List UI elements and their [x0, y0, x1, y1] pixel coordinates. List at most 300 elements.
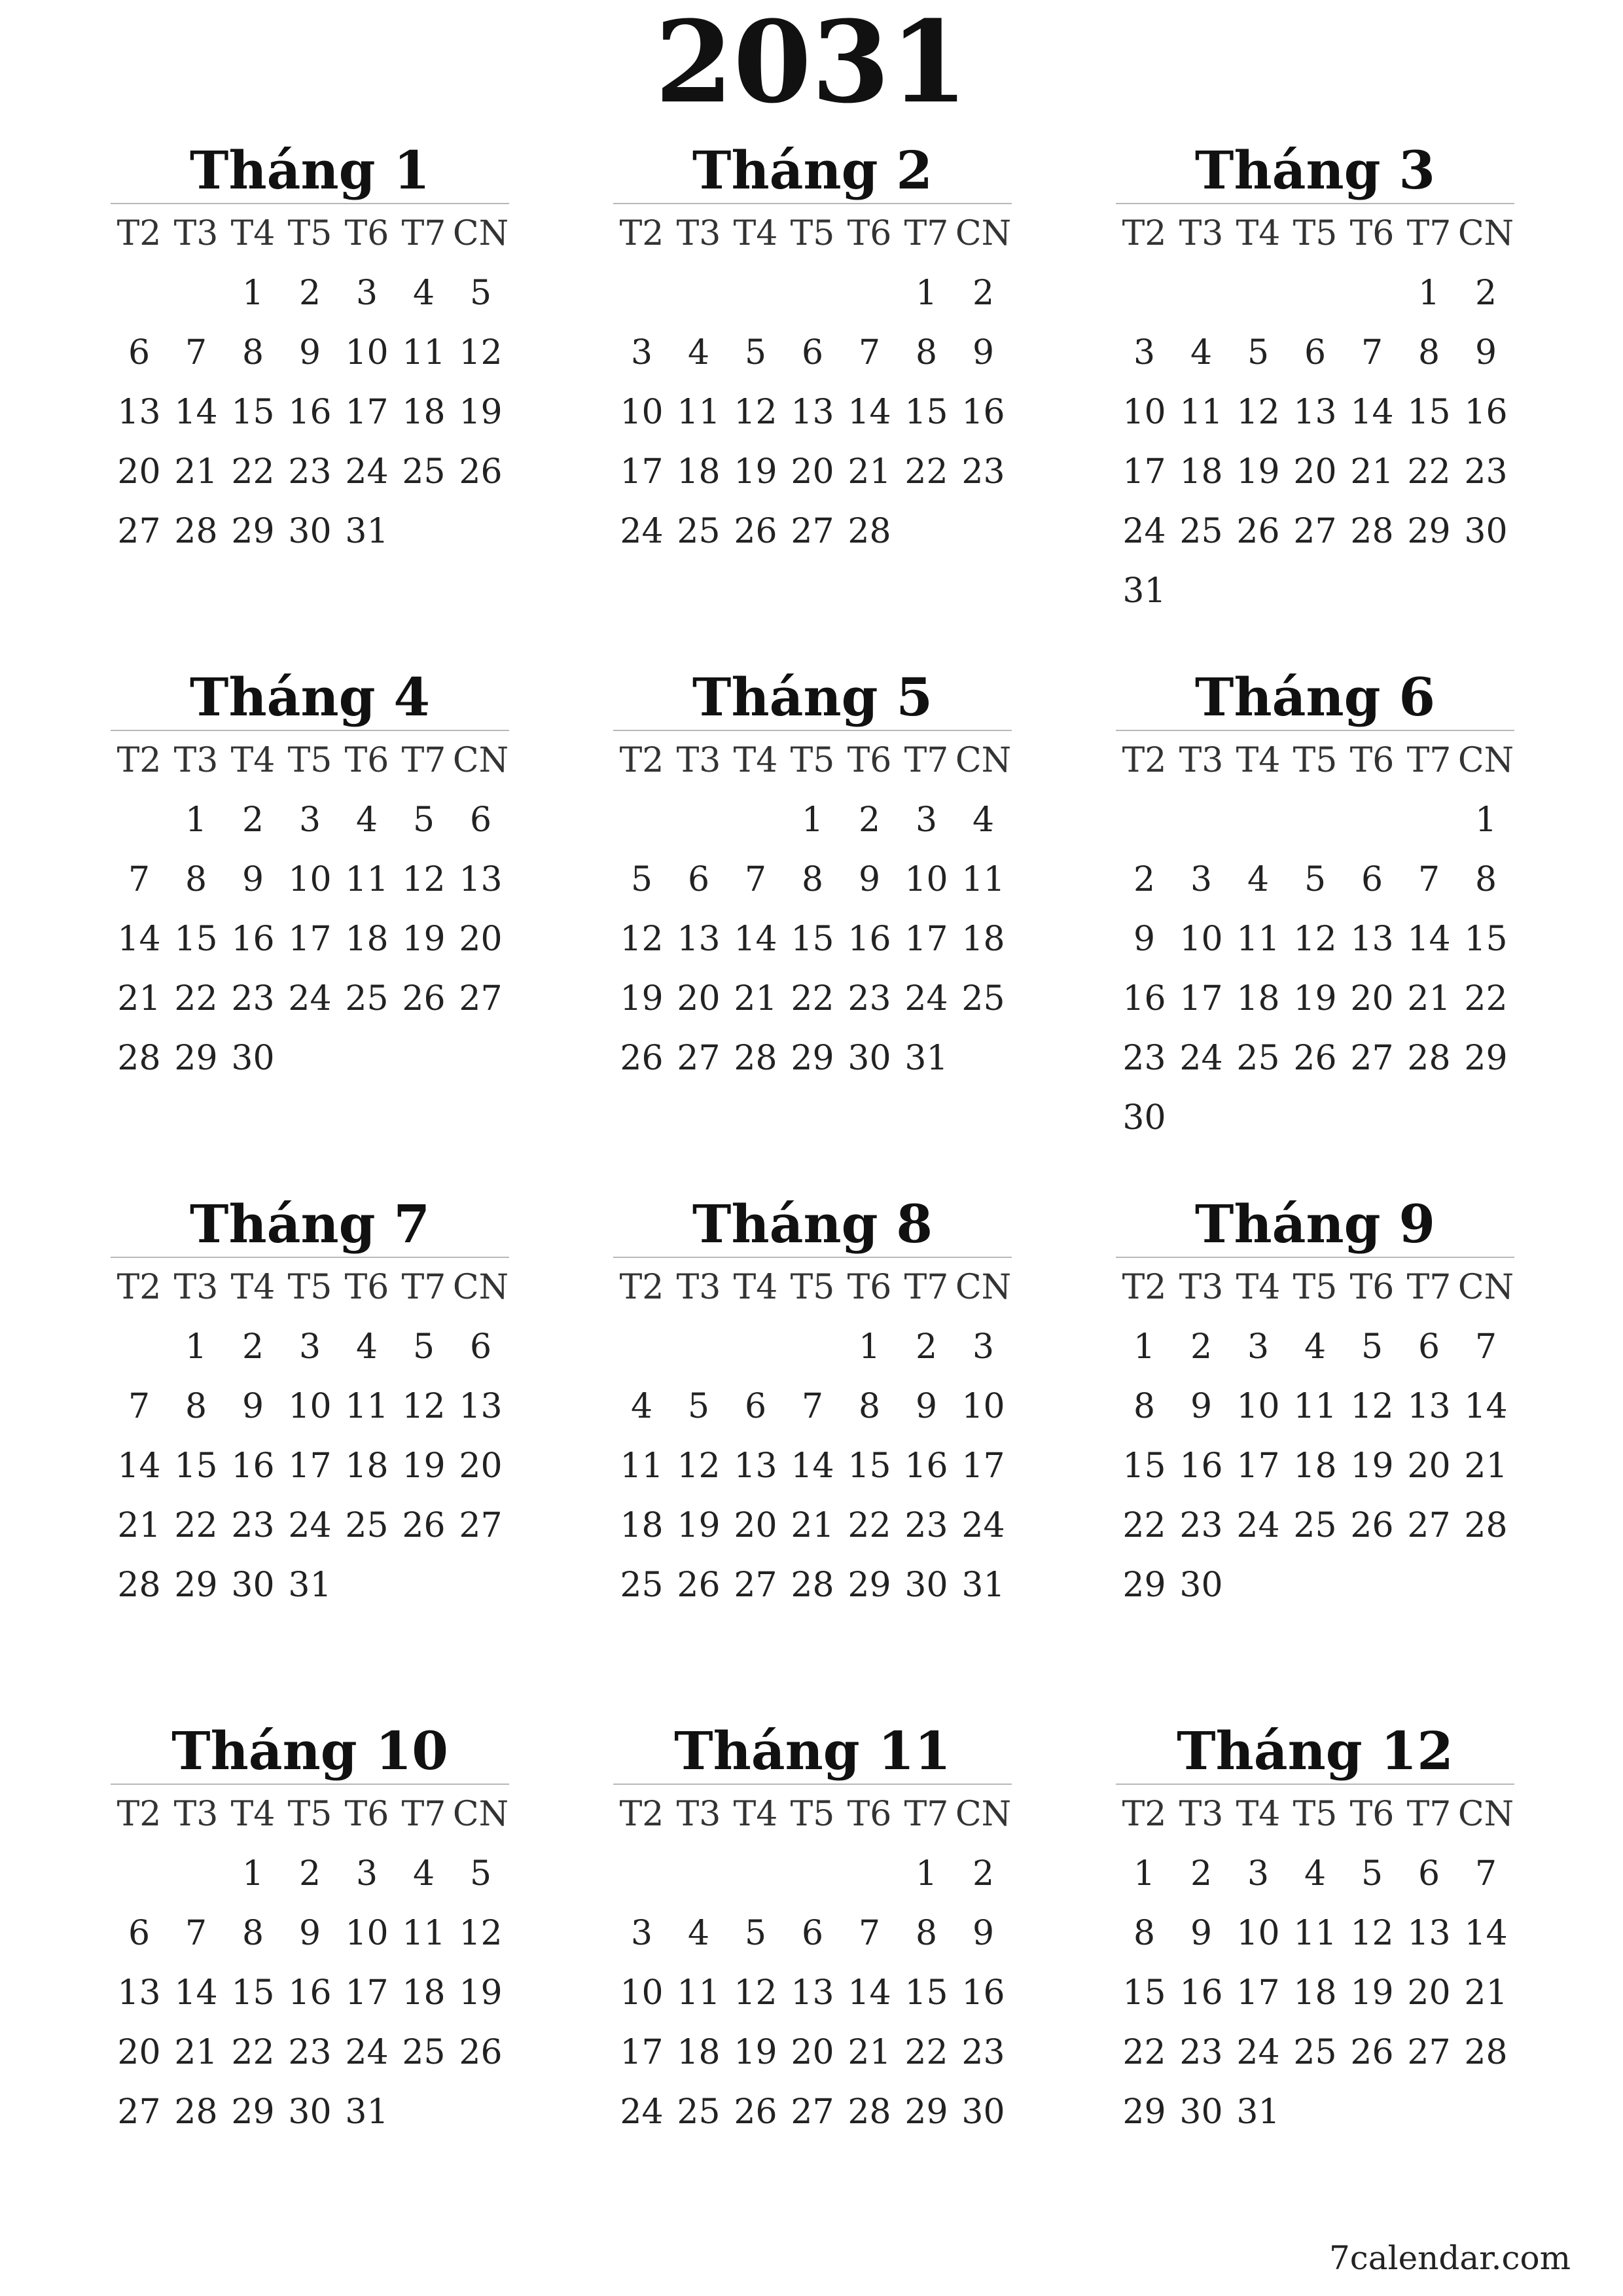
weekday-label: T6	[1349, 1268, 1395, 1307]
day-cell: 9	[241, 860, 264, 899]
week-row	[1116, 323, 1514, 383]
day-cell: 29	[847, 1566, 891, 1605]
day-cell: 12	[1236, 393, 1280, 432]
day-cell: 27	[677, 1039, 721, 1078]
day-cell: 21	[174, 452, 218, 492]
day-cell: 28	[1464, 1506, 1508, 1545]
weekday-label: T5	[790, 741, 835, 780]
day-cell: 28	[1407, 1039, 1451, 1078]
day-cell: 8	[915, 1914, 938, 1953]
day-cell: 11	[1293, 1914, 1337, 1953]
month-title: Tháng 5	[613, 664, 1012, 731]
day-cell: 29	[1122, 2092, 1166, 2132]
day-cell: 28	[117, 1566, 161, 1605]
day-cell: 17	[1236, 1446, 1280, 1486]
day-cell: 19	[1236, 452, 1280, 492]
day-cell: 22	[791, 979, 834, 1018]
day-cell: 31	[1236, 2092, 1280, 2132]
weekday-label: T4	[1236, 1268, 1281, 1307]
day-cell: 7	[744, 860, 767, 899]
day-cell: 28	[1464, 2033, 1508, 2072]
day-cell: 20	[1350, 979, 1394, 1018]
day-cell: 10	[620, 393, 664, 432]
day-cell: 9	[1474, 333, 1497, 372]
month-title: Tháng 9	[1116, 1191, 1514, 1258]
day-cell: 6	[801, 333, 824, 372]
day-cell: 7	[128, 1387, 151, 1426]
day-cell: 18	[1293, 1446, 1337, 1486]
day-cell: 10	[288, 1387, 332, 1426]
week-row	[111, 1556, 509, 1615]
day-cell: 18	[402, 1973, 446, 2013]
weekday-label: T2	[619, 1795, 664, 1834]
weekday-header-row	[111, 731, 509, 791]
day-cell: 2	[915, 1327, 938, 1367]
day-cell: 26	[1236, 512, 1280, 551]
day-cell: 12	[1293, 920, 1337, 959]
day-cell: 24	[904, 979, 948, 1018]
day-cell	[1457, 562, 1514, 621]
weekday-label: T2	[619, 741, 664, 780]
day-cell: 2	[241, 800, 264, 840]
day-cell	[111, 1844, 168, 1904]
weekday-label: T3	[1179, 741, 1224, 780]
day-cell: 28	[174, 2092, 218, 2132]
day-cell: 26	[402, 1506, 446, 1545]
week-row	[613, 2083, 1012, 2142]
day-cell: 18	[961, 920, 1005, 959]
day-cell: 20	[1407, 1446, 1451, 1486]
day-cell: 18	[677, 2033, 721, 2072]
week-row	[613, 969, 1012, 1029]
day-cell: 25	[402, 452, 446, 492]
weekday-label: T7	[1406, 1268, 1452, 1307]
day-cell: 8	[241, 333, 264, 372]
month-block	[111, 664, 509, 1168]
weekday-label: T3	[676, 741, 721, 780]
day-cell: 20	[791, 2033, 834, 2072]
day-cell: 30	[231, 1566, 275, 1605]
day-cell	[1230, 1556, 1287, 1615]
day-cell	[1344, 562, 1400, 621]
day-cell: 15	[231, 1973, 275, 2013]
week-row	[111, 969, 509, 1029]
weekday-label: T2	[116, 214, 162, 253]
day-cell: 3	[355, 274, 378, 313]
weekday-label: CN	[1457, 1795, 1514, 1834]
day-cell: 20	[1407, 1973, 1451, 2013]
weekday-label: CN	[1457, 214, 1514, 253]
week-row	[111, 2023, 509, 2083]
weekday-label: T7	[904, 214, 949, 253]
day-cell: 8	[1133, 1387, 1156, 1426]
day-cell: 5	[1361, 1327, 1383, 1367]
day-cell	[670, 1844, 727, 1904]
day-cell: 10	[345, 333, 389, 372]
week-row	[111, 1318, 509, 1377]
day-cell: 14	[117, 920, 161, 959]
day-cell: 3	[298, 1327, 321, 1367]
day-cell: 25	[1179, 512, 1223, 551]
day-cell: 23	[1464, 452, 1508, 492]
day-cell: 17	[1179, 979, 1223, 1018]
day-cell: 18	[620, 1506, 664, 1545]
day-cell: 13	[791, 393, 834, 432]
day-cell: 24	[1236, 2033, 1280, 2072]
day-cell: 4	[1247, 860, 1270, 899]
day-cell: 13	[459, 860, 503, 899]
weekday-label: T4	[230, 1268, 276, 1307]
day-cell: 9	[1190, 1387, 1213, 1426]
day-cell: 21	[734, 979, 777, 1018]
weekday-label: T4	[1236, 1795, 1281, 1834]
week-row	[1116, 2023, 1514, 2083]
day-cell: 4	[355, 1327, 378, 1367]
day-cell: 11	[677, 1973, 721, 2013]
day-cell: 16	[1179, 1973, 1223, 2013]
week-row	[111, 383, 509, 442]
day-cell: 8	[858, 1387, 881, 1426]
day-cell: 24	[620, 2092, 664, 2132]
week-row	[613, 1437, 1012, 1496]
day-cell: 11	[677, 393, 721, 432]
day-cell: 19	[620, 979, 664, 1018]
day-cell	[1344, 791, 1400, 850]
day-cell: 30	[1179, 2092, 1223, 2132]
day-cell: 16	[231, 920, 275, 959]
weekday-label: T3	[173, 741, 219, 780]
day-cell: 4	[1304, 1327, 1327, 1367]
week-row	[1116, 264, 1514, 323]
day-cell: 7	[858, 333, 881, 372]
weekday-label: T7	[904, 741, 949, 780]
day-cell: 24	[1179, 1039, 1223, 1078]
day-cell: 11	[402, 1914, 446, 1953]
weekday-label: T2	[1122, 214, 1167, 253]
day-cell: 18	[345, 1446, 389, 1486]
week-row	[613, 1964, 1012, 2023]
day-cell: 29	[904, 2092, 948, 2132]
weekday-label: T7	[1406, 214, 1452, 253]
day-cell: 9	[972, 333, 995, 372]
week-row	[1116, 502, 1514, 562]
day-cell: 14	[1464, 1387, 1508, 1426]
day-cell: 27	[734, 1566, 777, 1605]
day-cell: 4	[687, 1914, 710, 1953]
day-cell: 6	[1304, 333, 1327, 372]
day-cell: 13	[734, 1446, 777, 1486]
weekday-label: T6	[847, 214, 892, 253]
day-cell: 12	[459, 1914, 503, 1953]
day-cell	[338, 1556, 395, 1615]
day-cell: 19	[734, 452, 777, 492]
day-cell: 5	[687, 1387, 710, 1426]
weekday-label: CN	[955, 1268, 1012, 1307]
day-cell	[955, 1029, 1012, 1088]
week-row	[1116, 1496, 1514, 1556]
day-cell	[1344, 1556, 1400, 1615]
day-cell: 30	[961, 2092, 1005, 2132]
day-cell	[1400, 1556, 1457, 1615]
month-title: Tháng 4	[111, 664, 509, 731]
day-cell: 4	[687, 333, 710, 372]
day-cell: 16	[288, 1973, 332, 2013]
weekday-header-row	[1116, 731, 1514, 791]
weekday-label: CN	[452, 1268, 509, 1307]
day-cell	[727, 1844, 784, 1904]
day-cell: 19	[1293, 979, 1337, 1018]
day-cell: 23	[288, 2033, 332, 2072]
day-cell	[1230, 562, 1287, 621]
month-title: Tháng 3	[1116, 137, 1514, 204]
day-cell: 13	[117, 1973, 161, 2013]
day-cell: 29	[1122, 1566, 1166, 1605]
day-cell: 12	[1350, 1387, 1394, 1426]
day-cell	[281, 1029, 338, 1088]
day-cell: 11	[1293, 1387, 1337, 1426]
day-cell: 17	[345, 1973, 389, 2013]
week-row	[111, 502, 509, 562]
day-cell: 13	[677, 920, 721, 959]
day-cell: 1	[1418, 274, 1440, 313]
day-cell: 19	[1350, 1446, 1394, 1486]
day-cell: 26	[402, 979, 446, 1018]
day-cell: 2	[1474, 274, 1497, 313]
day-cell: 13	[1407, 1914, 1451, 1953]
day-cell: 26	[734, 2092, 777, 2132]
month-block	[1116, 137, 1514, 641]
day-cell: 1	[915, 274, 938, 313]
day-cell	[898, 502, 955, 562]
day-cell: 26	[620, 1039, 664, 1078]
day-cell: 6	[128, 1914, 151, 1953]
day-cell: 28	[174, 512, 218, 551]
site-credit: 7calendar.com	[1329, 2239, 1571, 2277]
weekday-label: T7	[401, 214, 446, 253]
day-cell: 29	[1407, 512, 1451, 551]
day-cell: 15	[847, 1446, 891, 1486]
day-cell: 26	[1350, 1506, 1394, 1545]
day-cell: 10	[345, 1914, 389, 1953]
day-cell: 23	[231, 979, 275, 1018]
day-cell: 31	[345, 2092, 389, 2132]
day-cell: 11	[345, 1387, 389, 1426]
day-cell: 2	[858, 800, 881, 840]
day-cell: 4	[630, 1387, 653, 1426]
weekday-label: T4	[733, 214, 778, 253]
day-cell	[452, 502, 509, 562]
weekday-label: T6	[344, 1795, 389, 1834]
weekday-label: T7	[904, 1268, 949, 1307]
day-cell: 9	[298, 1914, 321, 1953]
day-cell: 18	[677, 452, 721, 492]
day-cell: 11	[345, 860, 389, 899]
day-cell: 10	[1179, 920, 1223, 959]
day-cell: 24	[345, 452, 389, 492]
month-title: Tháng 7	[111, 1191, 509, 1258]
week-row	[613, 383, 1012, 442]
weekday-label: T2	[619, 214, 664, 253]
week-row	[111, 323, 509, 383]
day-cell: 21	[791, 1506, 834, 1545]
day-cell: 28	[117, 1039, 161, 1078]
day-cell: 1	[185, 1327, 207, 1367]
weekday-label: T5	[790, 1268, 835, 1307]
day-cell: 4	[355, 800, 378, 840]
day-cell: 24	[345, 2033, 389, 2072]
month-block	[1116, 1718, 1514, 2222]
day-cell: 10	[1122, 393, 1166, 432]
day-cell: 1	[801, 800, 824, 840]
day-cell: 27	[459, 979, 503, 1018]
day-cell: 10	[904, 860, 948, 899]
day-cell: 19	[734, 2033, 777, 2072]
day-cell: 15	[1407, 393, 1451, 432]
weekday-label: T5	[790, 1795, 835, 1834]
day-cell: 3	[972, 1327, 995, 1367]
day-cell: 30	[288, 2092, 332, 2132]
day-cell	[1173, 1088, 1230, 1148]
week-row	[613, 1844, 1012, 1904]
week-row	[1116, 1088, 1514, 1148]
day-cell	[1287, 562, 1344, 621]
week-row	[613, 850, 1012, 910]
day-cell: 7	[185, 1914, 207, 1953]
week-row	[1116, 969, 1514, 1029]
day-cell: 17	[288, 1446, 332, 1486]
day-cell: 15	[174, 920, 218, 959]
day-cell: 18	[1293, 1973, 1337, 2013]
weekday-label: T3	[1179, 214, 1224, 253]
day-cell: 14	[174, 1973, 218, 2013]
day-cell: 6	[1418, 1327, 1440, 1367]
day-cell: 21	[847, 2033, 891, 2072]
day-cell: 17	[288, 920, 332, 959]
month-block	[111, 1191, 509, 1695]
day-cell: 24	[1236, 1506, 1280, 1545]
weekday-label: CN	[955, 741, 1012, 780]
day-cell: 22	[174, 979, 218, 1018]
day-cell: 19	[677, 1506, 721, 1545]
week-row	[111, 1437, 509, 1496]
day-cell: 14	[847, 1973, 891, 2013]
day-cell: 27	[1407, 2033, 1451, 2072]
day-cell	[452, 1029, 509, 1088]
day-cell: 22	[1407, 452, 1451, 492]
day-cell: 29	[231, 2092, 275, 2132]
day-cell: 5	[469, 274, 492, 313]
day-cell	[1400, 791, 1457, 850]
week-row	[613, 323, 1012, 383]
day-cell: 6	[801, 1914, 824, 1953]
day-cell	[1116, 791, 1173, 850]
day-cell: 19	[459, 1973, 503, 2013]
day-cell: 17	[961, 1446, 1005, 1486]
day-cell: 15	[1122, 1973, 1166, 2013]
week-row	[111, 1496, 509, 1556]
day-cell: 12	[1350, 1914, 1394, 1953]
day-cell: 2	[1133, 860, 1156, 899]
week-row	[111, 264, 509, 323]
day-cell	[784, 1318, 841, 1377]
day-cell: 23	[961, 452, 1005, 492]
day-cell	[1230, 791, 1287, 850]
day-cell	[670, 1318, 727, 1377]
week-row	[111, 2083, 509, 2142]
day-cell: 5	[469, 1854, 492, 1893]
weekday-label: T4	[733, 741, 778, 780]
weekday-label: T6	[1349, 1795, 1395, 1834]
weekday-header-row	[111, 1258, 509, 1318]
weekday-label: T2	[116, 741, 162, 780]
day-cell: 29	[791, 1039, 834, 1078]
month-block	[1116, 664, 1514, 1168]
day-cell: 4	[972, 800, 995, 840]
day-cell: 25	[1293, 1506, 1337, 1545]
week-row	[1116, 1964, 1514, 2023]
day-cell: 15	[1122, 1446, 1166, 1486]
weekday-label: T2	[619, 1268, 664, 1307]
day-cell: 14	[1407, 920, 1451, 959]
day-cell: 28	[734, 1039, 777, 1078]
day-cell: 10	[961, 1387, 1005, 1426]
day-cell	[1344, 264, 1400, 323]
day-cell: 24	[288, 1506, 332, 1545]
day-cell	[955, 502, 1012, 562]
day-cell: 11	[1179, 393, 1223, 432]
month-block	[111, 1718, 509, 2222]
day-cell	[613, 1844, 670, 1904]
weekday-header-row	[111, 1785, 509, 1844]
weekday-label: CN	[955, 1795, 1012, 1834]
weekday-label: T6	[847, 1268, 892, 1307]
day-cell: 20	[117, 2033, 161, 2072]
week-row	[111, 910, 509, 969]
weekday-label: T6	[1349, 741, 1395, 780]
week-row	[111, 1029, 509, 1088]
day-cell	[670, 791, 727, 850]
day-cell: 6	[1418, 1854, 1440, 1893]
day-cell	[1230, 264, 1287, 323]
week-row	[613, 1029, 1012, 1088]
day-cell: 19	[1350, 1973, 1394, 2013]
day-cell	[168, 264, 224, 323]
weekday-label: T4	[1236, 741, 1281, 780]
weekday-header-row	[111, 204, 509, 264]
day-cell	[1173, 562, 1230, 621]
weekday-label: T3	[676, 214, 721, 253]
day-cell: 21	[117, 1506, 161, 1545]
day-cell	[784, 264, 841, 323]
day-cell: 21	[1350, 452, 1394, 492]
day-cell: 13	[459, 1387, 503, 1426]
day-cell: 16	[231, 1446, 275, 1486]
day-cell: 3	[915, 800, 938, 840]
weekday-header-row	[1116, 1785, 1514, 1844]
month-block	[613, 664, 1012, 1168]
day-cell	[841, 1844, 898, 1904]
day-cell: 27	[791, 2092, 834, 2132]
day-cell: 27	[117, 2092, 161, 2132]
week-row	[613, 1318, 1012, 1377]
day-cell: 25	[620, 1566, 664, 1605]
day-cell: 9	[1190, 1914, 1213, 1953]
day-cell: 7	[1474, 1854, 1497, 1893]
day-cell: 14	[174, 393, 218, 432]
day-cell: 12	[402, 860, 446, 899]
day-cell: 11	[620, 1446, 664, 1486]
week-row	[1116, 1029, 1514, 1088]
